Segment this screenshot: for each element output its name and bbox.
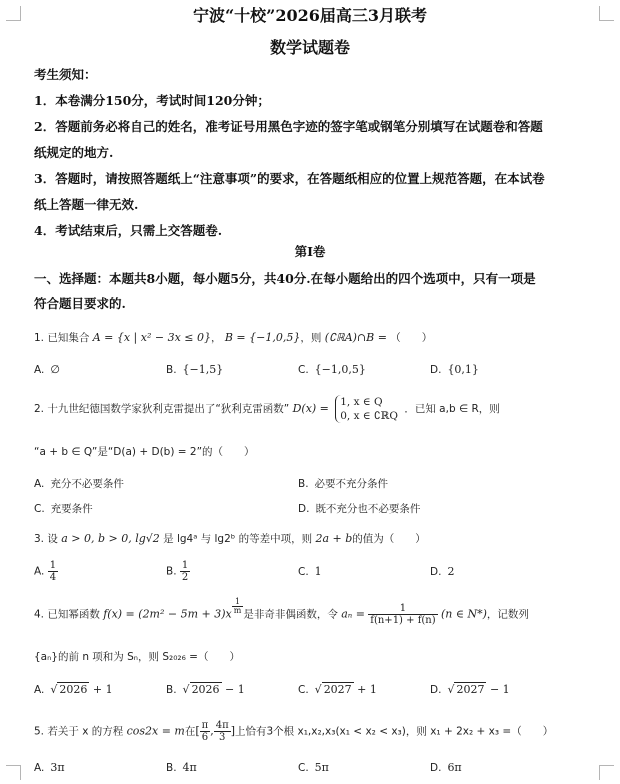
q3-option-b[interactable]: B. $\frac{1}{2}$ bbox=[166, 560, 189, 583]
piecewise-brace: 1, x ∈ Q 0, x ∈ ∁ℝQ bbox=[335, 395, 398, 423]
notices-heading: 考生须知： bbox=[34, 67, 97, 82]
q5-option-c[interactable]: C. 5π bbox=[298, 761, 329, 774]
q3-option-a[interactable]: A. $\frac{1}{4}$ bbox=[34, 560, 57, 583]
question-5-stem: 5. 若关于 x 的方程 cos2x = m在[ $\frac{\pi}{6}$ , $\frac{4\pi}{3}$ ]上恰有3个根 x₁,x₂,x₃(x₁ < x₂ < x₃)，则 x₁ + 2x₂ + x₃ =（ ） bbox=[34, 720, 554, 743]
q2-option-b[interactable]: B. 必要不充分条件 bbox=[298, 478, 389, 490]
question-4-stem-line2: {aₙ}的前 n 项和为 Sₙ，则 S₂₀₂₆ =（ ） bbox=[34, 651, 240, 663]
q5-option-a[interactable]: A. 3π bbox=[34, 761, 65, 774]
notice-line: 3．答题时，请按照答题纸上“注意事项”的要求，在答题纸相应的位置上规范答题，在本试卷 bbox=[34, 171, 545, 186]
q1-option-d[interactable]: D. {0,1} bbox=[430, 363, 479, 376]
q2-option-d[interactable]: D. 既不充分也不必要条件 bbox=[298, 503, 421, 515]
notice-line: 2．答题前务必将自己的姓名，准考证号用黑色字迹的签字笔或钢笔分别填写在试题卷和答题 bbox=[34, 119, 543, 134]
notice-line: 纸上答题一律无效. bbox=[34, 197, 139, 212]
q2-option-a[interactable]: A. 充分不必要条件 bbox=[34, 478, 124, 490]
section-intro-line: 符合题目要求的. bbox=[34, 296, 126, 311]
q1-option-a[interactable]: A. ∅ bbox=[34, 363, 60, 376]
question-1-stem: 1. 已知集合 A = {x | x² − 3x ≤ 0}， B = {−1,0,5}，则 (∁ℝA)∩B = （ ） bbox=[34, 331, 433, 344]
q4-option-d[interactable]: D. √ 2027 − 1 bbox=[430, 683, 510, 696]
notice-line: 4．考试结束后，只需上交答题卷. bbox=[34, 223, 223, 238]
q5-option-b[interactable]: B. 4π bbox=[166, 761, 197, 774]
q4-option-a[interactable]: A. √ 2026 + 1 bbox=[34, 683, 113, 696]
question-2-stem-line2: “a + b ∈ Q”是“D(a) + D(b) = 2”的（ ） bbox=[34, 446, 255, 458]
question-3-stem: 3. 设 a > 0, b > 0, lg√2 是 lg4ᵃ 与 lg2ᵇ 的等差中项，则 2a + b的值为（ ） bbox=[34, 532, 426, 545]
notices bbox=[34, 62, 582, 244]
crop-mark-bottom-left bbox=[6, 765, 21, 780]
notice-line: 纸规定的地方. bbox=[34, 145, 114, 160]
q5-option-d[interactable]: D. 6π bbox=[430, 761, 462, 774]
q3-option-c[interactable]: C. 1 bbox=[298, 565, 322, 578]
exam-title: 宁波“十校”2026届高三3月联考 bbox=[192, 6, 428, 25]
q4-option-b[interactable]: B. √ 2026 − 1 bbox=[166, 683, 245, 696]
section-intro-line: 一、选择题：本题共8小题，每小题5分，共40分.在每小题给出的四个选项中，只有一项是 bbox=[34, 271, 536, 286]
q1-option-b[interactable]: B. {−1,5} bbox=[166, 363, 224, 376]
exam-subtitle: 数学试题卷 bbox=[269, 38, 350, 57]
q3-option-d[interactable]: D. 2 bbox=[430, 565, 455, 578]
crop-mark-bottom-right bbox=[599, 765, 614, 780]
q4-option-c[interactable]: C. √ 2027 + 1 bbox=[298, 683, 377, 696]
question-2-stem: 2. 十九世纪德国数学家狄利克雷提出了“狄利克雷函数” D(x) = 1, x ∈ Q 0, x ∈ ∁ℝQ ．已知 a,b ∈ R，则 bbox=[34, 396, 500, 422]
part-title: 第Ⅰ卷 bbox=[294, 244, 326, 259]
notice-line: 1．本卷满分150分，考试时间120分钟； bbox=[34, 93, 270, 108]
q2-option-c[interactable]: C. 充要条件 bbox=[34, 503, 93, 515]
section-intro bbox=[34, 266, 586, 316]
q1-option-c[interactable]: C. {−1,0,5} bbox=[298, 363, 366, 376]
question-4-stem: 4. 已知幂函数 f(x) = (2m² − 5m + 3)x $^{\frac{1}{m}}$ 是非奇非偶函数，令 aₙ = $\frac{1}{f(n+1) + f(n)}$ (n ∈ N*)，记数列 bbox=[34, 597, 529, 626]
